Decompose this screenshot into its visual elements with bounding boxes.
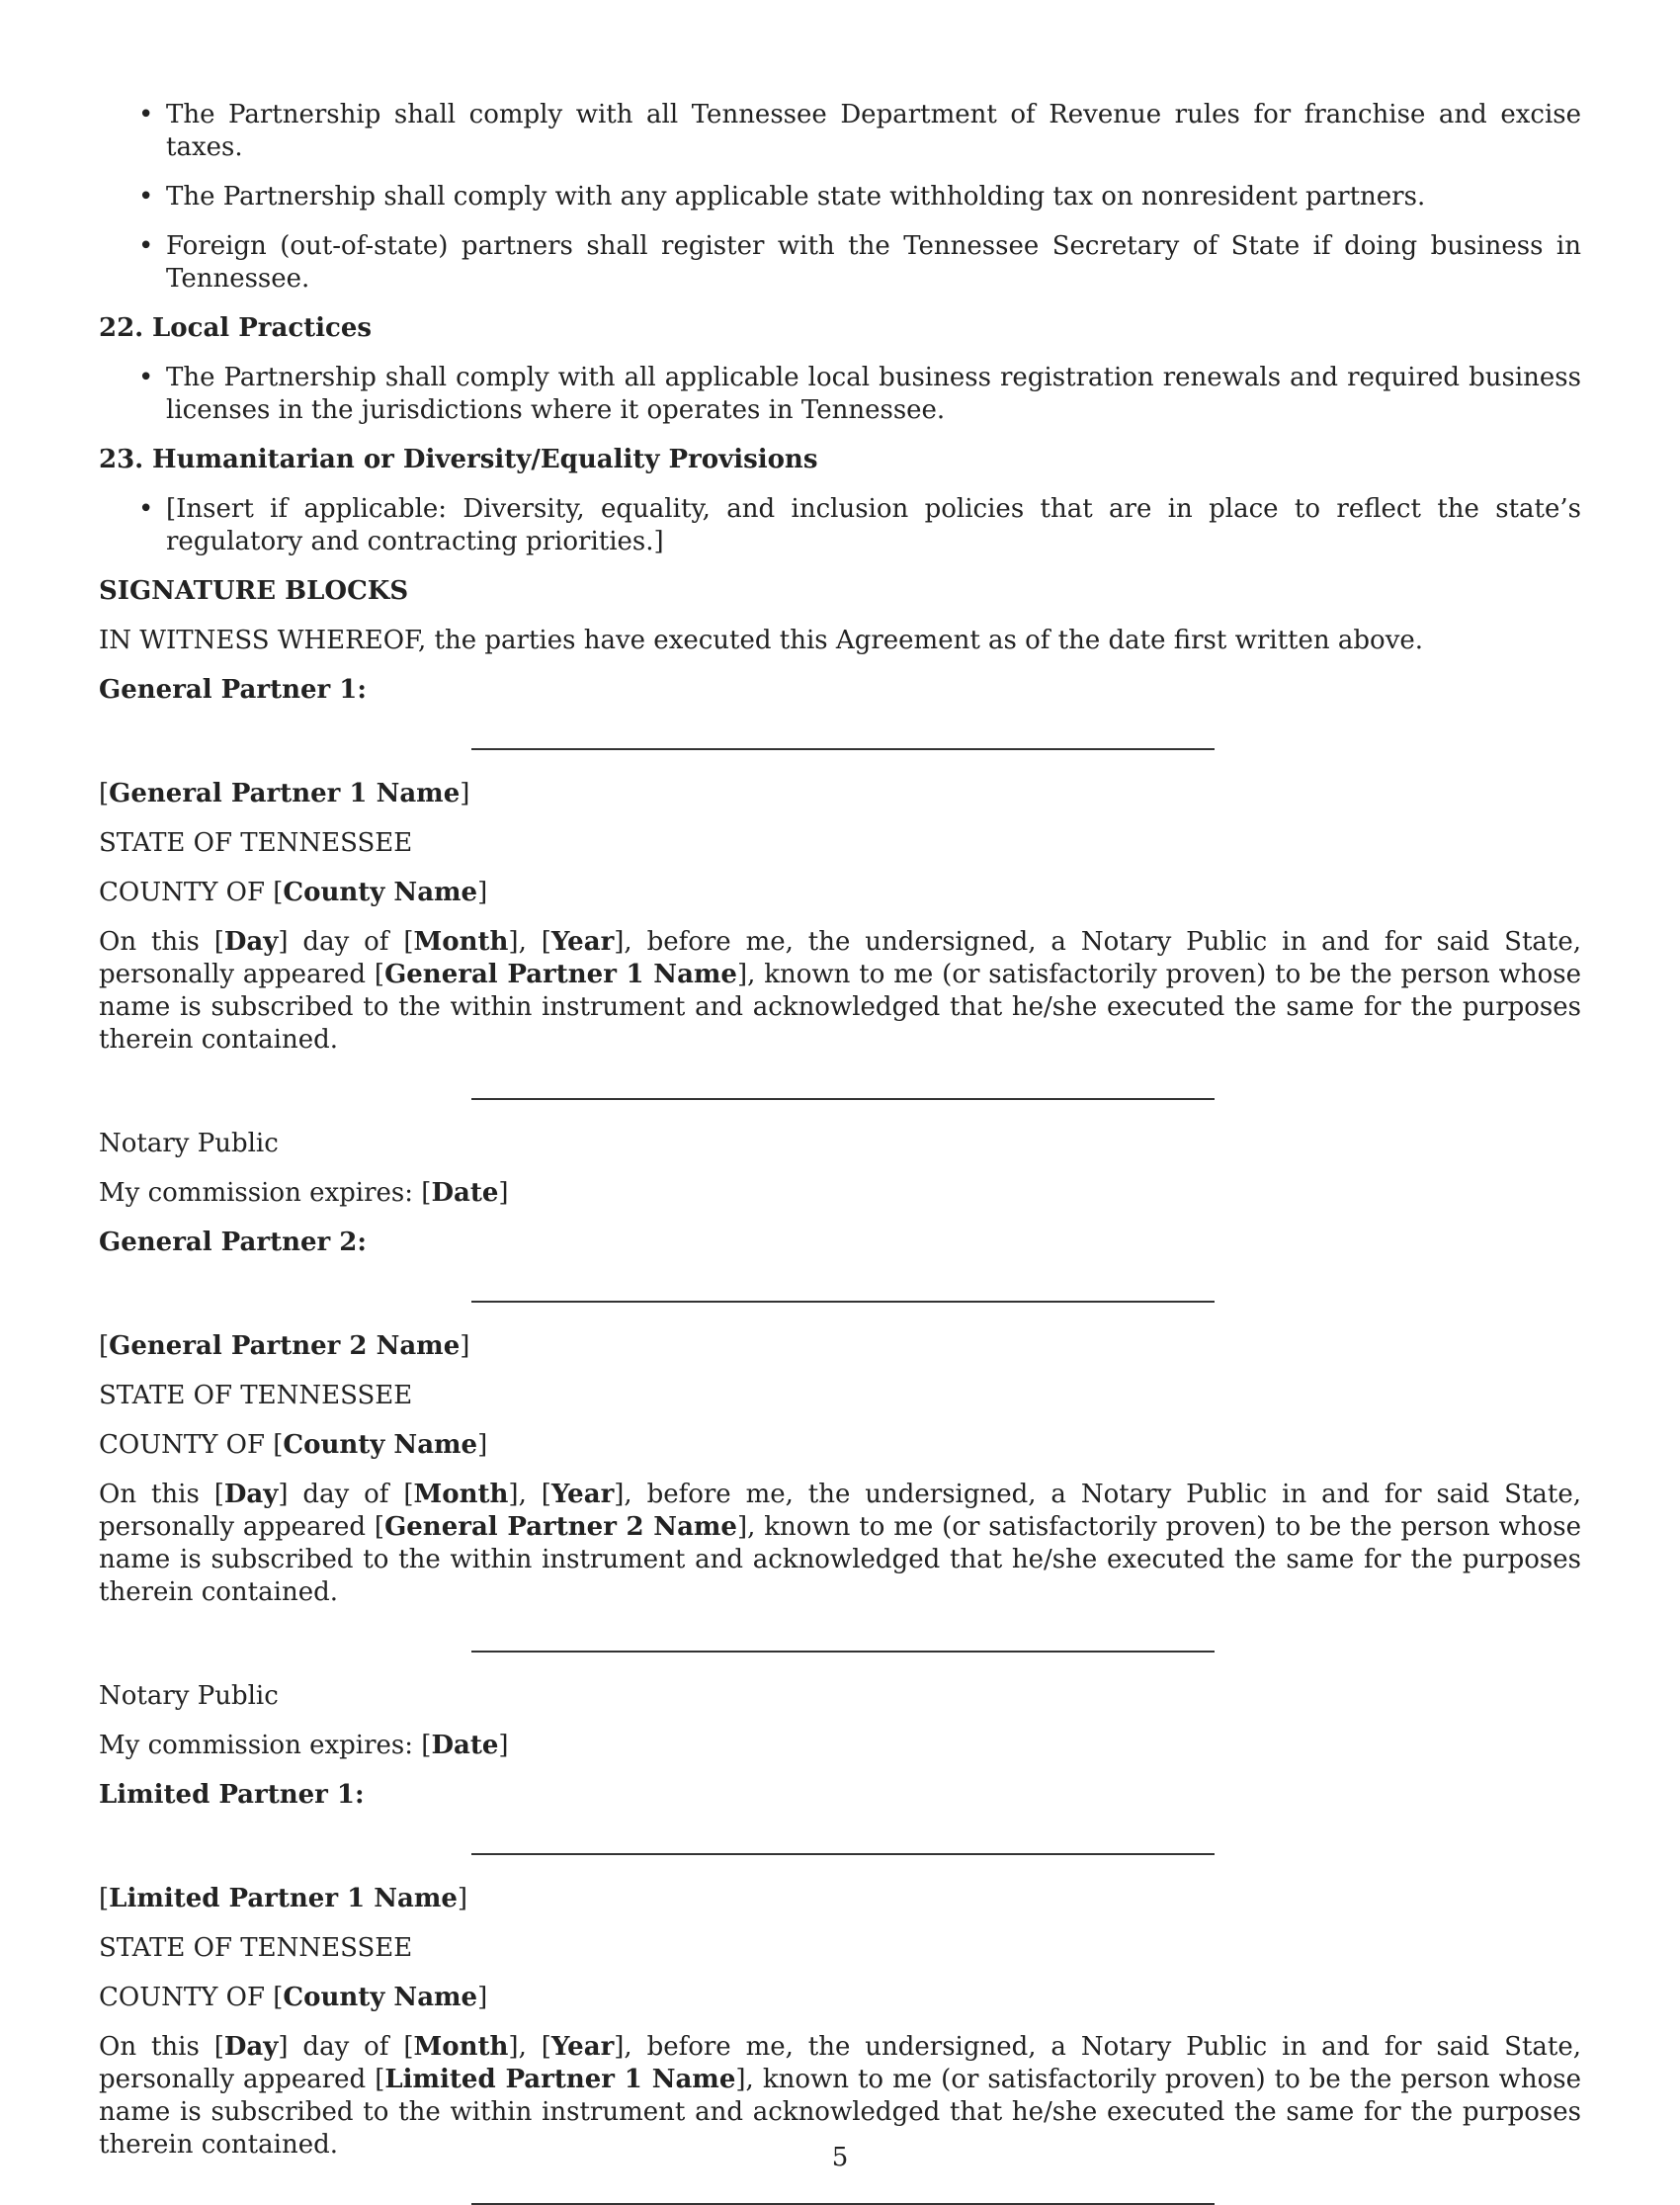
- commission-expires: My commission expires: [Date]: [99, 1178, 509, 1208]
- month-placeholder: Month: [413, 1480, 509, 1509]
- year-placeholder: Year: [550, 1480, 615, 1509]
- notary-acknowledgment: On this [Day] day of [Month], [Year], before me, the undersigned, a Notary Public in and for said State, personally appeared [General Partner 1 Name], known to me (or satisfactorily proven) to be the person whose name is subscribed to the within instrument and acknowledged that he/she executed the same for the purposes therein contained.: [99, 927, 1582, 1055]
- state-line: STATE OF TENNESSEE: [99, 1933, 413, 1963]
- partner-name-placeholder: Limited Partner 1 Name: [109, 1884, 458, 1913]
- date-placeholder: Date: [431, 1178, 499, 1208]
- list-item: • The Partnership shall comply with all Tennessee Department of Revenue rules for franchise and excise taxes.: [166, 99, 1581, 164]
- partner-name-placeholder: General Partner 1 Name: [384, 960, 737, 989]
- section-23-bullet-list: [99, 493, 1581, 558]
- section-title: Humanitarian or Diversity/Equality Provisions: [152, 445, 818, 474]
- commission-expires: My commission expires: [Date]: [99, 1731, 509, 1760]
- month-placeholder: Month: [413, 927, 509, 957]
- commission-label: My commission expires:: [99, 1731, 422, 1760]
- section-title: Local Practices: [152, 313, 373, 343]
- day-placeholder: Day: [223, 927, 279, 957]
- county-prefix: COUNTY OF: [99, 1983, 274, 2012]
- ack-on-this: On this: [99, 927, 214, 957]
- county-placeholder: County Name: [283, 1430, 478, 1460]
- section-23-heading: [99, 444, 1581, 476]
- signature-block: [99, 674, 1581, 1210]
- ack-day-of: day of: [288, 2032, 404, 2062]
- partner-label: Limited Partner 1:: [99, 1780, 365, 1810]
- county-line: COUNTY OF [County Name]: [99, 878, 488, 907]
- day-placeholder: Day: [223, 1480, 279, 1509]
- signature-blocks-heading: SIGNATURE BLOCKS: [99, 576, 409, 606]
- year-placeholder: Year: [550, 927, 615, 957]
- county-placeholder: County Name: [283, 1983, 478, 2012]
- state-line: STATE OF TENNESSEE: [99, 828, 413, 858]
- section-22-heading: [99, 312, 1581, 345]
- signature-line: [471, 748, 1215, 750]
- list-item: • The Partnership shall comply with all applicable local business registration renewals and required business licenses in the jurisdictions where it operates in Tennessee.: [166, 362, 1581, 427]
- document-page: [99, 99, 1581, 2205]
- ack-day-of: day of: [288, 1480, 404, 1509]
- county-prefix: COUNTY OF: [99, 1430, 274, 1460]
- state-line: STATE OF TENNESSEE: [99, 1381, 413, 1410]
- ack-before-me: , before me, the undersigned, a Notary Public in and for said State, personally appeared: [99, 2032, 1582, 2094]
- partner-label: General Partner 1:: [99, 675, 367, 705]
- notary-public-label: Notary Public: [99, 1681, 279, 1711]
- partner-name: [General Partner 2 Name]: [99, 1331, 470, 1361]
- ack-day-of: day of: [288, 927, 404, 957]
- signature-block: [99, 1779, 1581, 2205]
- signature-line: [471, 1301, 1215, 1303]
- partner-name-placeholder: General Partner 2 Name: [109, 1331, 461, 1361]
- partner-name-placeholder: General Partner 1 Name: [109, 779, 461, 808]
- signature-line: [471, 1853, 1215, 1855]
- ack-before-me: , before me, the undersigned, a Notary Public in and for said State, personally appeared: [99, 1480, 1582, 1542]
- list-item: • The Partnership shall comply with any applicable state withholding tax on nonresident partners.: [166, 181, 1581, 213]
- date-placeholder: Date: [431, 1731, 499, 1760]
- county-line: COUNTY OF [County Name]: [99, 1983, 488, 2012]
- day-placeholder: Day: [223, 2032, 279, 2062]
- ack-known-to-me: , known to me (or satisfactorily proven) to be the person whose name is subscribed to the within instrument and acknowledged that he/she executed the same for the purposes therein contained.: [99, 960, 1581, 1055]
- notary-acknowledgment: On this [Day] day of [Month], [Year], before me, the undersigned, a Notary Public in and for said State, personally appeared [General Partner 2 Name], known to me (or satisfactorily proven) to be the person whose name is subscribed to the within instrument and acknowledged that he/she executed the same for the purposes therein contained.: [99, 1480, 1582, 1607]
- notary-signature-line: [471, 1098, 1215, 1100]
- partner-name-placeholder: General Partner 2 Name: [384, 1512, 737, 1542]
- list-item: • [Insert if applicable: Diversity, equality, and inclusion policies that are in place to reflect the state’s regulatory and contracting priorities.]: [166, 493, 1581, 558]
- ack-on-this: On this: [99, 2032, 214, 2062]
- partner-name: [Limited Partner 1 Name]: [99, 1884, 468, 1913]
- notary-signature-line: [471, 1651, 1215, 1653]
- ack-before-me: , before me, the undersigned, a Notary Public in and for said State, personally appeared: [99, 927, 1582, 989]
- year-placeholder: Year: [550, 2032, 615, 2062]
- list-item: • Foreign (out-of-state) partners shall register with the Tennessee Secretary of State if doing business in Tennessee.: [166, 230, 1581, 296]
- commission-label: My commission expires:: [99, 1178, 422, 1208]
- month-placeholder: Month: [413, 2032, 509, 2062]
- county-placeholder: County Name: [283, 878, 478, 907]
- notary-public-label: Notary Public: [99, 1129, 279, 1158]
- page-number: 5: [831, 2143, 849, 2172]
- county-line: COUNTY OF [County Name]: [99, 1430, 488, 1460]
- ack-known-to-me: , known to me (or satisfactorily proven) to be the person whose name is subscribed to the within instrument and acknowledged that he/she executed the same for the purposes therein contained.: [99, 2065, 1582, 2160]
- section-number: 23.: [99, 445, 144, 474]
- partner-name: [General Partner 1 Name]: [99, 779, 470, 808]
- notary-acknowledgment: On this [Day] day of [Month], [Year], before me, the undersigned, a Notary Public in and for said State, personally appeared [Limited Partner 1 Name], known to me (or satisfactorily proven) to be the person whose name is subscribed to the within instrument and acknowledged that he/she executed the same for the purposes therein contained.: [99, 2032, 1582, 2160]
- ack-known-to-me: , known to me (or satisfactorily proven) to be the person whose name is subscribed to the within instrument and acknowledged that he/she executed the same for the purposes therein contained.: [99, 1512, 1581, 1607]
- partner-name-placeholder: Limited Partner 1 Name: [384, 2065, 736, 2094]
- section-number: 22.: [99, 313, 144, 343]
- witness-statement: IN WITNESS WHEREOF, the parties have executed this Agreement as of the date first written above.: [99, 626, 1424, 655]
- partner-label: General Partner 2:: [99, 1228, 367, 1257]
- section-22-bullet-list: [99, 362, 1581, 427]
- signature-block: [99, 1227, 1581, 1762]
- county-prefix: COUNTY OF: [99, 878, 274, 907]
- ack-on-this: On this: [99, 1480, 214, 1509]
- section-21-bullet-list: [99, 99, 1581, 296]
